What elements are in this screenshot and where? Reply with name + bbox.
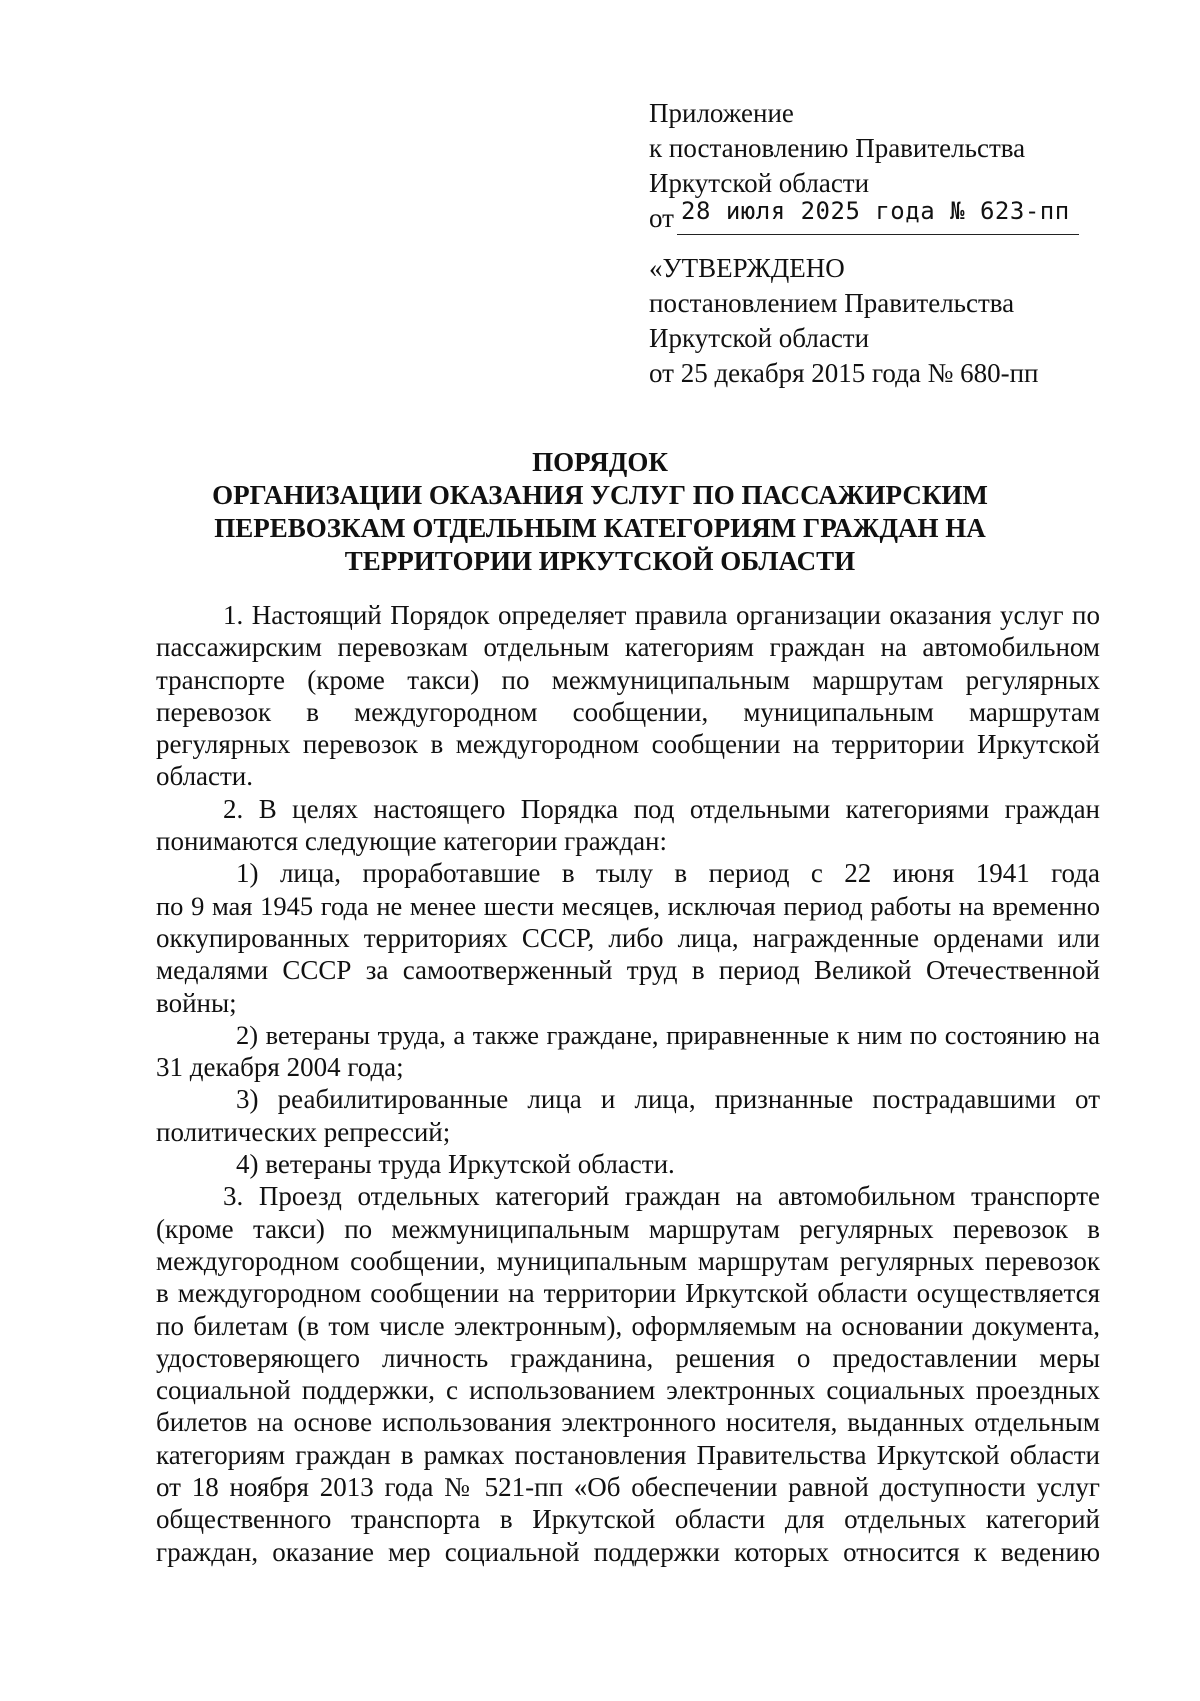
appendix-line-1: Приложение <box>649 98 794 128</box>
paragraph-3-line: (кроме такси) по межмуниципальным маршрутам регулярных перевозок в <box>156 1213 1100 1244</box>
document-title <box>100 446 1100 578</box>
title-line-4: ТЕРРИТОРИИ ИРКУТСКОЙ ОБЛАСТИ <box>344 546 856 576</box>
paragraph-3-line: удостоверяющего личность гражданина, решения о предоставлении меры <box>156 1342 1100 1373</box>
appendix-date-line <box>649 197 1089 236</box>
list-item-4-line: 4) ветераны труда Иркутской области. <box>236 1149 675 1180</box>
paragraph-1-line: пассажирским перевозкам отдельным категориям граждан на автомобильном <box>156 632 1100 663</box>
list-item-1-line: оккупированных территориях СССР, либо лица, награжденные орденами или <box>156 922 1100 953</box>
list-item-2-line: 2) ветераны труда, а также граждане, приравненные к ним по состоянию на <box>236 1019 1100 1050</box>
paragraph-3-line: в междугородном сообщении на территории Иркутской области осуществляется <box>156 1278 1100 1309</box>
list-item-3-line: политических репрессий; <box>156 1116 451 1147</box>
paragraph-3-line: общественного транспорта в Иркутской области для отдельных категорий <box>156 1504 1100 1535</box>
paragraph-2-line: понимаются следующие категории граждан: <box>156 826 668 857</box>
paragraph-3-line: категориям граждан в рамках постановления Правительства Иркутской области <box>156 1439 1100 1470</box>
resolution-date-number: 28 июля 2025 года № 623-пп <box>681 197 1070 225</box>
paragraph-3-line: 3. Проезд отдельных категорий граждан на автомобильном транспорте <box>223 1181 1100 1212</box>
paragraph-3-line: граждан, оказание мер социальной поддержки которых относится к ведению <box>156 1536 1100 1567</box>
title-line-1: ПОРЯДОК <box>532 447 668 477</box>
list-item-1-line: войны; <box>156 987 237 1018</box>
paragraph-3-line: социальной поддержки, с использованием электронных социальных проездных <box>156 1375 1100 1406</box>
approval-stamp-block <box>649 251 1109 391</box>
list-item-1-line: по 9 мая 1945 года не менее шести месяцев, исключая период работы на временно <box>156 890 1100 921</box>
list-item-1-line: 1) лица, проработавшие в тылу в период с 22 июня 1941 года <box>236 858 1100 889</box>
paragraph-1-line: области. <box>156 761 254 792</box>
appendix-line-3: Иркутской области <box>649 168 870 198</box>
approved-line-2: постановлением Правительства <box>649 288 1015 318</box>
paragraph-3-line: от 18 ноября 2013 года № 521-пп «Об обеспечении равной доступности услуг <box>156 1472 1100 1503</box>
appendix-header <box>649 96 1089 236</box>
paragraph-3-line: по билетам (в том числе электронным), оформляемым на основании документа, <box>156 1310 1100 1341</box>
approved-line-4: от 25 декабря 2015 года № 680-пп <box>649 358 1039 388</box>
paragraph-2-line: 2. В целях настоящего Порядка под отдельными категориями граждан <box>223 793 1100 824</box>
title-line-3: ПЕРЕВОЗКАМ ОТДЕЛЬНЫМ КАТЕГОРИЯМ ГРАЖДАН НА <box>214 513 986 543</box>
approved-line-1: «УТВЕРЖДЕНО <box>649 253 845 283</box>
paragraph-1-line: 1. Настоящий Порядок определяет правила организации оказания услуг по <box>223 600 1100 630</box>
list-item-3-line: 3) реабилитированные лица и лица, признанные пострадавшими от <box>236 1084 1100 1115</box>
date-prefix: от <box>649 203 674 233</box>
approved-line-3: Иркутской области <box>649 323 870 353</box>
list-item-2-line: 31 декабря 2004 года; <box>156 1052 404 1083</box>
paragraph-1-line: регулярных перевозок в междугородном сообщении на территории Иркутской <box>156 729 1100 760</box>
paragraph-3-line: билетов на основе использования электронного носителя, выданных отдельным <box>156 1407 1100 1438</box>
list-item-1-line: медалями СССР за самоотверженный труд в период Великой Отечественной <box>156 955 1100 986</box>
paragraph-1-line: перевозок в междугородном сообщении, муниципальным маршрутам <box>156 696 1100 727</box>
appendix-line-2: к постановлению Правительства <box>649 133 1026 163</box>
paragraph-1-line: транспорте (кроме такси) по межмуниципальным маршрутам регулярных <box>156 664 1100 695</box>
paragraph-3-line: междугородном сообщении, муниципальным маршрутам регулярных перевозок <box>156 1245 1100 1276</box>
title-line-2: ОРГАНИЗАЦИИ ОКАЗАНИЯ УСЛУГ ПО ПАССАЖИРСКИМ <box>212 480 988 510</box>
document-body <box>156 599 1100 1568</box>
